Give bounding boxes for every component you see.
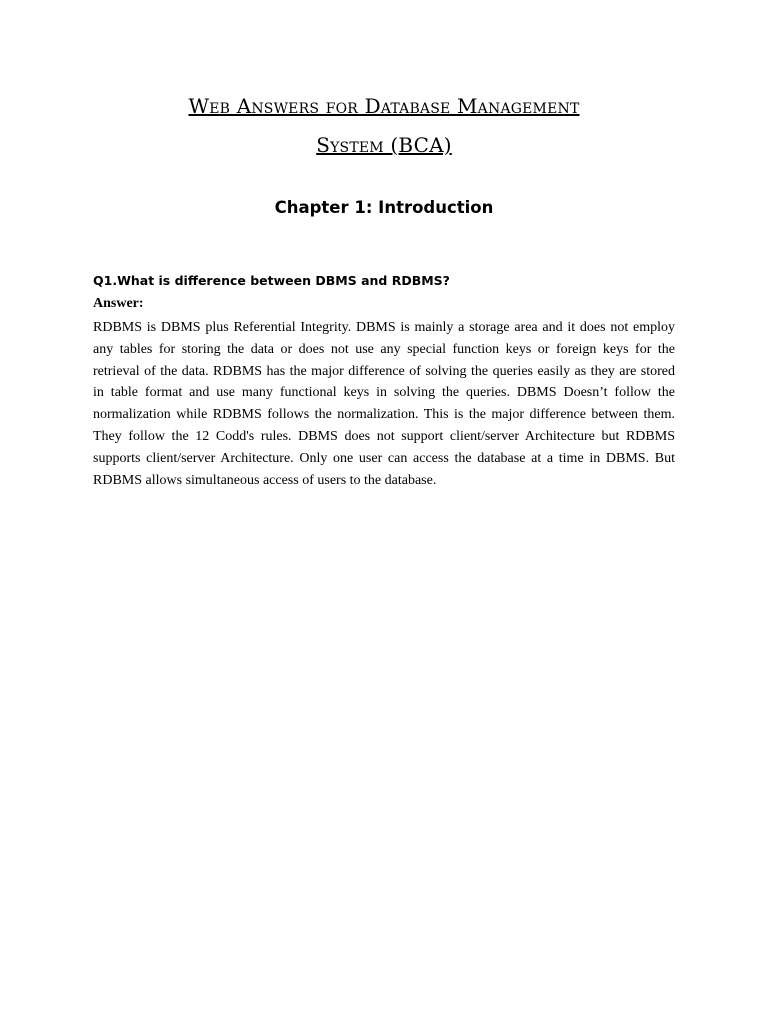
answer-line: retrieval of the data. RDBMS has the major difference of solving the queries easily as they are stored	[93, 363, 675, 379]
answer-line: any tables for storing the data or does not use any special function keys or foreign keys for the	[93, 341, 675, 357]
answer-line: RDBMS allows simultaneous access of users to the database.	[93, 472, 437, 488]
answer-paragraph	[93, 317, 675, 491]
answer-line: RDBMS is DBMS plus Referential Integrity. DBMS is mainly a storage area and it does not employ	[93, 320, 675, 335]
document-title-line-2: System (BCA)	[316, 133, 452, 157]
question-heading: Q1.What is difference between DBMS and RDBMS?	[93, 273, 450, 288]
answer-line: supports client/server Architecture. Only one user can access the database at a time in DBMS. But	[93, 450, 675, 466]
chapter-heading: Chapter 1: Introduction	[274, 198, 494, 217]
answer-line: in table format and use many functional keys in solving the queries. DBMS Doesn’t follow the	[93, 385, 675, 401]
document-title-line-1: Web Answers for Database Management	[188, 94, 580, 118]
answer-label: Answer:	[93, 296, 144, 311]
answer-line: They follow the 12 Codd's rules. DBMS does not support client/server Architecture but RDBMS	[93, 428, 675, 444]
answer-line: normalization while RDBMS follows the normalization. This is the major difference between them.	[93, 407, 675, 423]
